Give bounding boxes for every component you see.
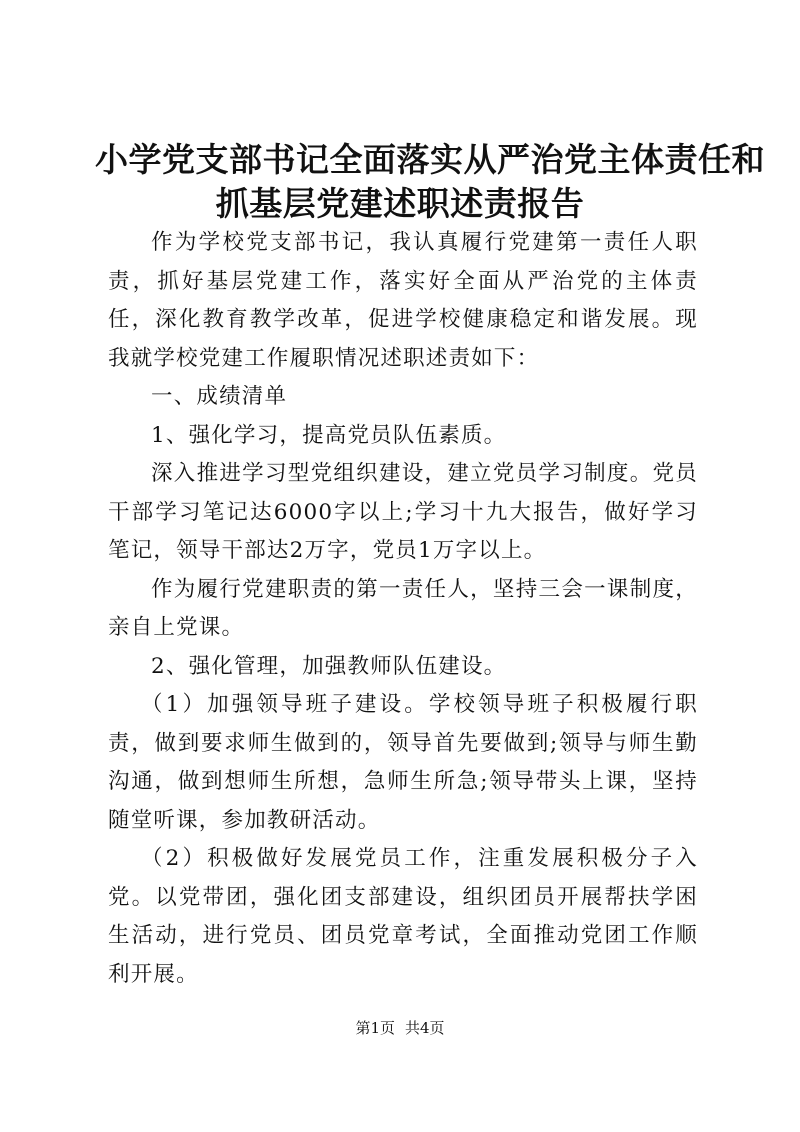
page-footer [0, 1018, 800, 1038]
paragraph-responsibility: 作为履行党建职责的第一责任人，坚持三会一课制度，亲自上党课。 [108, 576, 698, 640]
document-body [108, 224, 698, 994]
page-title [95, 138, 765, 226]
paragraph-leadership: （1）加强领导班子建设。学校领导班子积极履行职责，做到要求师生做到的，领导首先要做到;领导与师生勤沟通，做到想师生所想，急师生所急;领导带头上课，坚持随堂听课，参加教研活动。 [108, 692, 698, 833]
subheading-study: 1、强化学习，提高党员队伍素质。 [151, 422, 507, 448]
page-number: 第1页 [355, 1019, 395, 1037]
page-total: 共4页 [405, 1019, 445, 1037]
title-line-1: 小学党支部书记全面落实从严治党主体责任和 [95, 140, 765, 179]
paragraph-study-detail: 深入推进学习型党组织建设，建立党员学习制度。党员干部学习笔记达6000字以上;学习十九大报告，做好学习笔记，领导干部达2万字，党员1万字以上。 [108, 461, 698, 563]
section-heading-achievements: 一、成绩清单 [151, 384, 288, 409]
paragraph-intro: 作为学校党支部书记，我认真履行党建第一责任人职责，抓好基层党建工作，落实好全面从严治党的主体责任，深化教育教学改革，促进学校健康稳定和谐发展。现我就学校党建工作履职情况述职述责如下： [108, 230, 698, 371]
subheading-management: 2、强化管理，加强教师队伍建设。 [151, 653, 507, 679]
paragraph-party-members: （2）积极做好发展党员工作，注重发展积极分子入党。以党带团，强化团支部建设，组织团员开展帮扶学困生活动，进行党员、团员党章考试，全面推动党团工作顺利开展。 [108, 846, 698, 987]
title-line-2: 抓基层党建述职述责报告 [215, 184, 585, 223]
